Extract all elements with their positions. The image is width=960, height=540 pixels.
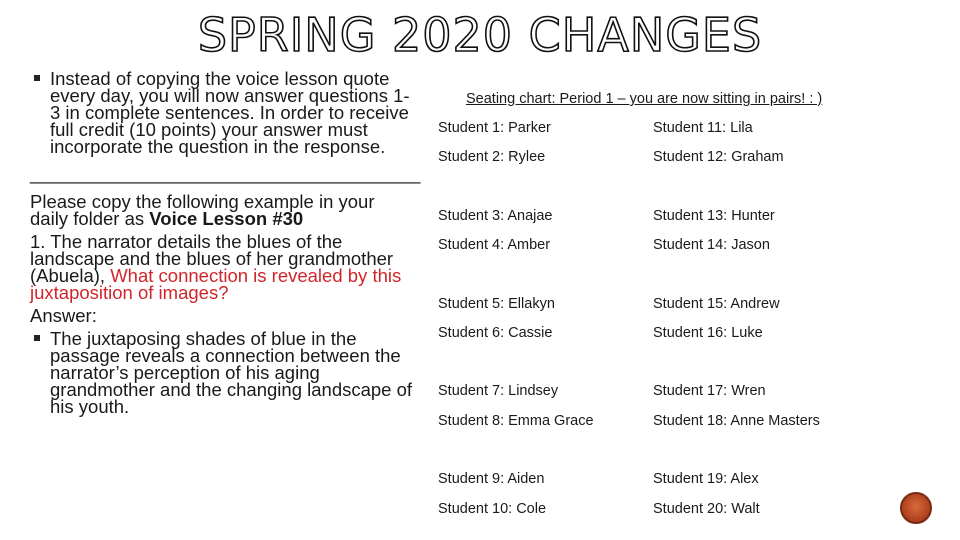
seat-right: Student 17: Wren xyxy=(653,383,766,399)
seat-right: Student 14: Jason xyxy=(653,237,770,253)
seat-right: Student 12: Graham xyxy=(653,149,784,165)
bullet-icon xyxy=(34,335,40,341)
answer-text: The juxtaposing shades of blue in the passage reveals a connection between the narrator’s perception of his aging grandmother and the changing landscape of his youth. xyxy=(50,328,413,417)
instruction-text: Instead of copying the voice lesson quote every day, you will now answer questions 1-3 in complete sentences. In order to receive full credit (10 points) your answer must incorporate the question in the response. xyxy=(50,68,410,157)
voice-lesson-label: Voice Lesson #30 xyxy=(149,208,304,229)
seat-left: Student 3: Anajae xyxy=(438,208,553,224)
round-logo-icon xyxy=(900,492,932,524)
separator-line: _______________________________________ xyxy=(30,164,421,184)
bullet-item xyxy=(30,330,415,415)
seat-left: Student 4: Amber xyxy=(438,237,551,253)
bullet-icon xyxy=(34,75,40,81)
answer-label: Answer: xyxy=(30,305,97,326)
seat-right: Student 16: Luke xyxy=(653,325,763,341)
page-title: SPRING 2020 CHANGES xyxy=(197,8,763,62)
seat-left: Student 2: Rylee xyxy=(438,149,546,165)
seat-left: Student 9: Aiden xyxy=(438,471,545,487)
seat-left: Student 1: Parker xyxy=(438,120,551,136)
bullet-item xyxy=(30,70,415,155)
example-question xyxy=(30,233,415,301)
instructions-panel xyxy=(30,68,421,417)
seat-right: Student 20: Walt xyxy=(653,501,760,517)
seat-right: Student 15: Andrew xyxy=(653,296,780,312)
seat-left: Student 5: Ellakyn xyxy=(438,296,555,312)
seat-left: Student 6: Cassie xyxy=(438,325,553,341)
copy-text: Please copy the following example in your daily folder as xyxy=(30,191,375,229)
question-highlight: What connection is revealed by this juxtaposition of images? xyxy=(30,265,402,303)
seat-right: Student 19: Alex xyxy=(653,471,759,487)
copy-instruction xyxy=(30,193,415,227)
seat-left: Student 10: Cole xyxy=(438,501,547,517)
seat-left: Student 8: Emma Grace xyxy=(438,413,594,429)
seat-left: Student 7: Lindsey xyxy=(438,383,559,399)
seating-chart-title: Seating chart: Period 1 – you are now sitting in pairs! : ) xyxy=(466,91,823,107)
seat-right: Student 11: Lila xyxy=(653,120,753,136)
seat-right: Student 18: Anne Masters xyxy=(653,413,820,429)
seat-right: Student 13: Hunter xyxy=(653,208,775,224)
question-text: 1. The narrator details the blues of the landscape and the blues of her grandmother (Abuela), xyxy=(30,231,394,286)
